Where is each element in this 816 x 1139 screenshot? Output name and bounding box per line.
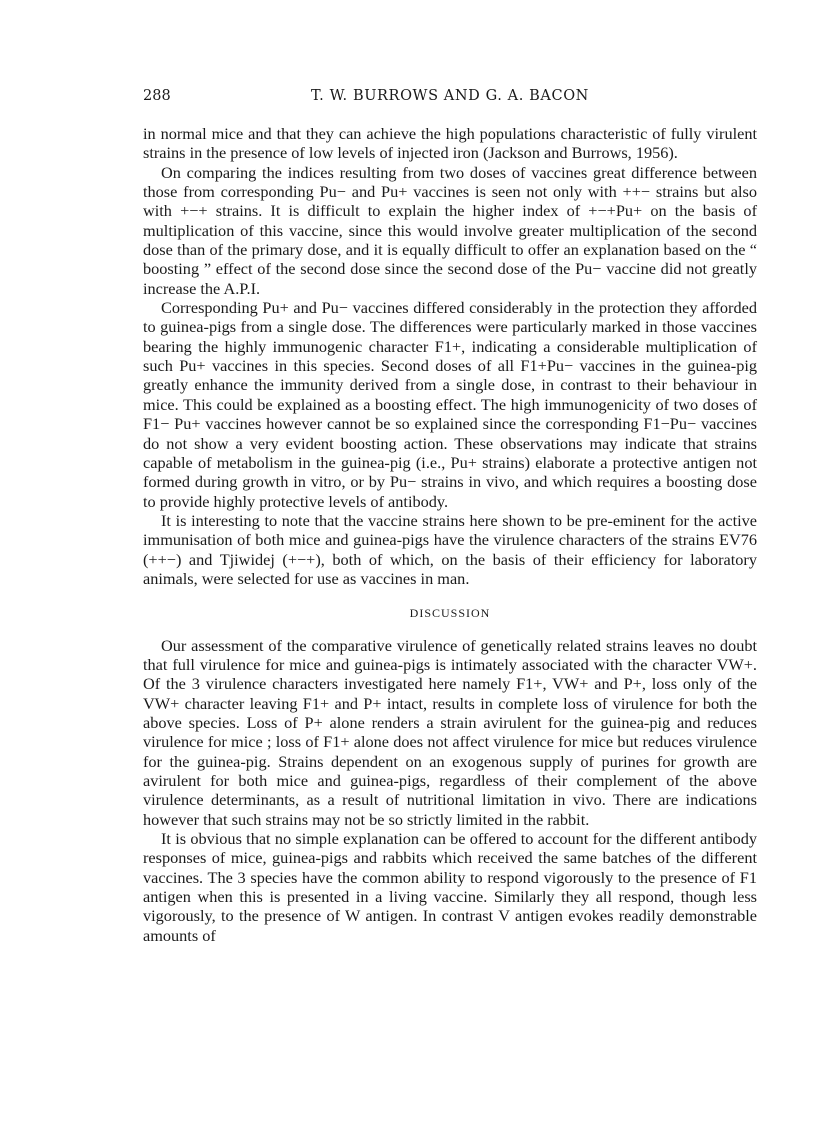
paragraph-continued: in normal mice and that they can achieve the high populations characteristic of fully virulent strains in the presence of low levels of injected iron (Jackson and Burrows, 1956).	[143, 124, 757, 163]
paragraph: It is obvious that no simple explanation can be offered to account for the different antibody responses of mice, guinea-pigs and rabbits which received the same batches of the different vaccines. The 3 species have the common ability to respond vigorously to the presence of F1 antigen when this is presented in a living vaccine. Similarly they all respond, though less vigorously, to the presence of W antigen. In contrast V antigen evokes readily demonstrable amounts of	[143, 829, 757, 945]
section-heading-discussion: DISCUSSION	[409, 606, 491, 621]
journal-page	[143, 88, 757, 945]
running-head: T. W. BURROWS AND G. A. BACON	[311, 88, 589, 104]
page-header	[143, 88, 757, 110]
paragraph: On comparing the indices resulting from two doses of vaccines great difference between those from corresponding Pu− and Pu+ vaccines is seen not only with ++− strains but also with +−+ strains. It is difficult to explain the higher index of +−+Pu+ on the basis of multiplication of this vaccine, since this would involve greater multiplication of the second dose than of the primary dose, and it is equally difficult to offer an explanation based on the “ boosting ” effect of the second dose since the second dose of the Pu− vaccine did not greatly increase the A.P.I.	[143, 162, 757, 298]
paragraph: It is interesting to note that the vaccine strains here shown to be pre-eminent for the active immunisation of both mice and guinea-pigs have the virulence characters of the strains EV76 (++−) and Tjiwidej (+−+), both of which, on the basis of their efficiency for laboratory animals, were selected for use as vaccines in man.	[143, 510, 757, 588]
article-body	[143, 124, 757, 945]
paragraph: Our assessment of the comparative virulence of genetically related strains leaves no doubt that full virulence for mice and guinea-pigs is intimately associated with the character VW+. Of the 3 virulence characters investigated here namely F1+, VW+ and P+, loss only of the VW+ character leaving F1+ and P+ intact, results in complete loss of virulence for both the above species. Loss of P+ alone renders a strain avirulent for the guinea-pig and reduces virulence for mice ; loss of F1+ alone does not affect virulence for mice but reduces virulence for the guinea-pig. Strains dependent on an exogenous supply of purines for growth are avirulent for both mice and guinea-pigs, regardless of their complement of the above virulence determinants, as a result of nutritional limitation in vivo. There are indications however that such strains may not be so strictly limited in the rabbit.	[143, 635, 757, 829]
paragraph: Corresponding Pu+ and Pu− vaccines differed considerably in the protection they afforded to guinea-pigs from a single dose. The differences were particularly marked in those vaccines bearing the highly immunogenic character F1+, indicating a considerable multiplication of such Pu+ vaccines in this species. Second doses of all F1+Pu− vaccines in the guinea-pig greatly enhance the immunity derived from a single dose, in contrast to their behaviour in mice. This could be explained as a boosting effect. The high immunogenicity of two doses of F1− Pu+ vaccines however cannot be so explained since the corresponding F1−Pu− vaccines do not show a very evident boosting action. These observations may indicate that strains capable of metabolism in the guinea-pig (i.e., Pu+ strains) elaborate a protective antigen not formed during growth in vitro, or by Pu− strains in vivo, and which requires a boosting dose to provide highly protective levels of antibody.	[143, 298, 757, 511]
page-number: 288	[143, 88, 171, 104]
